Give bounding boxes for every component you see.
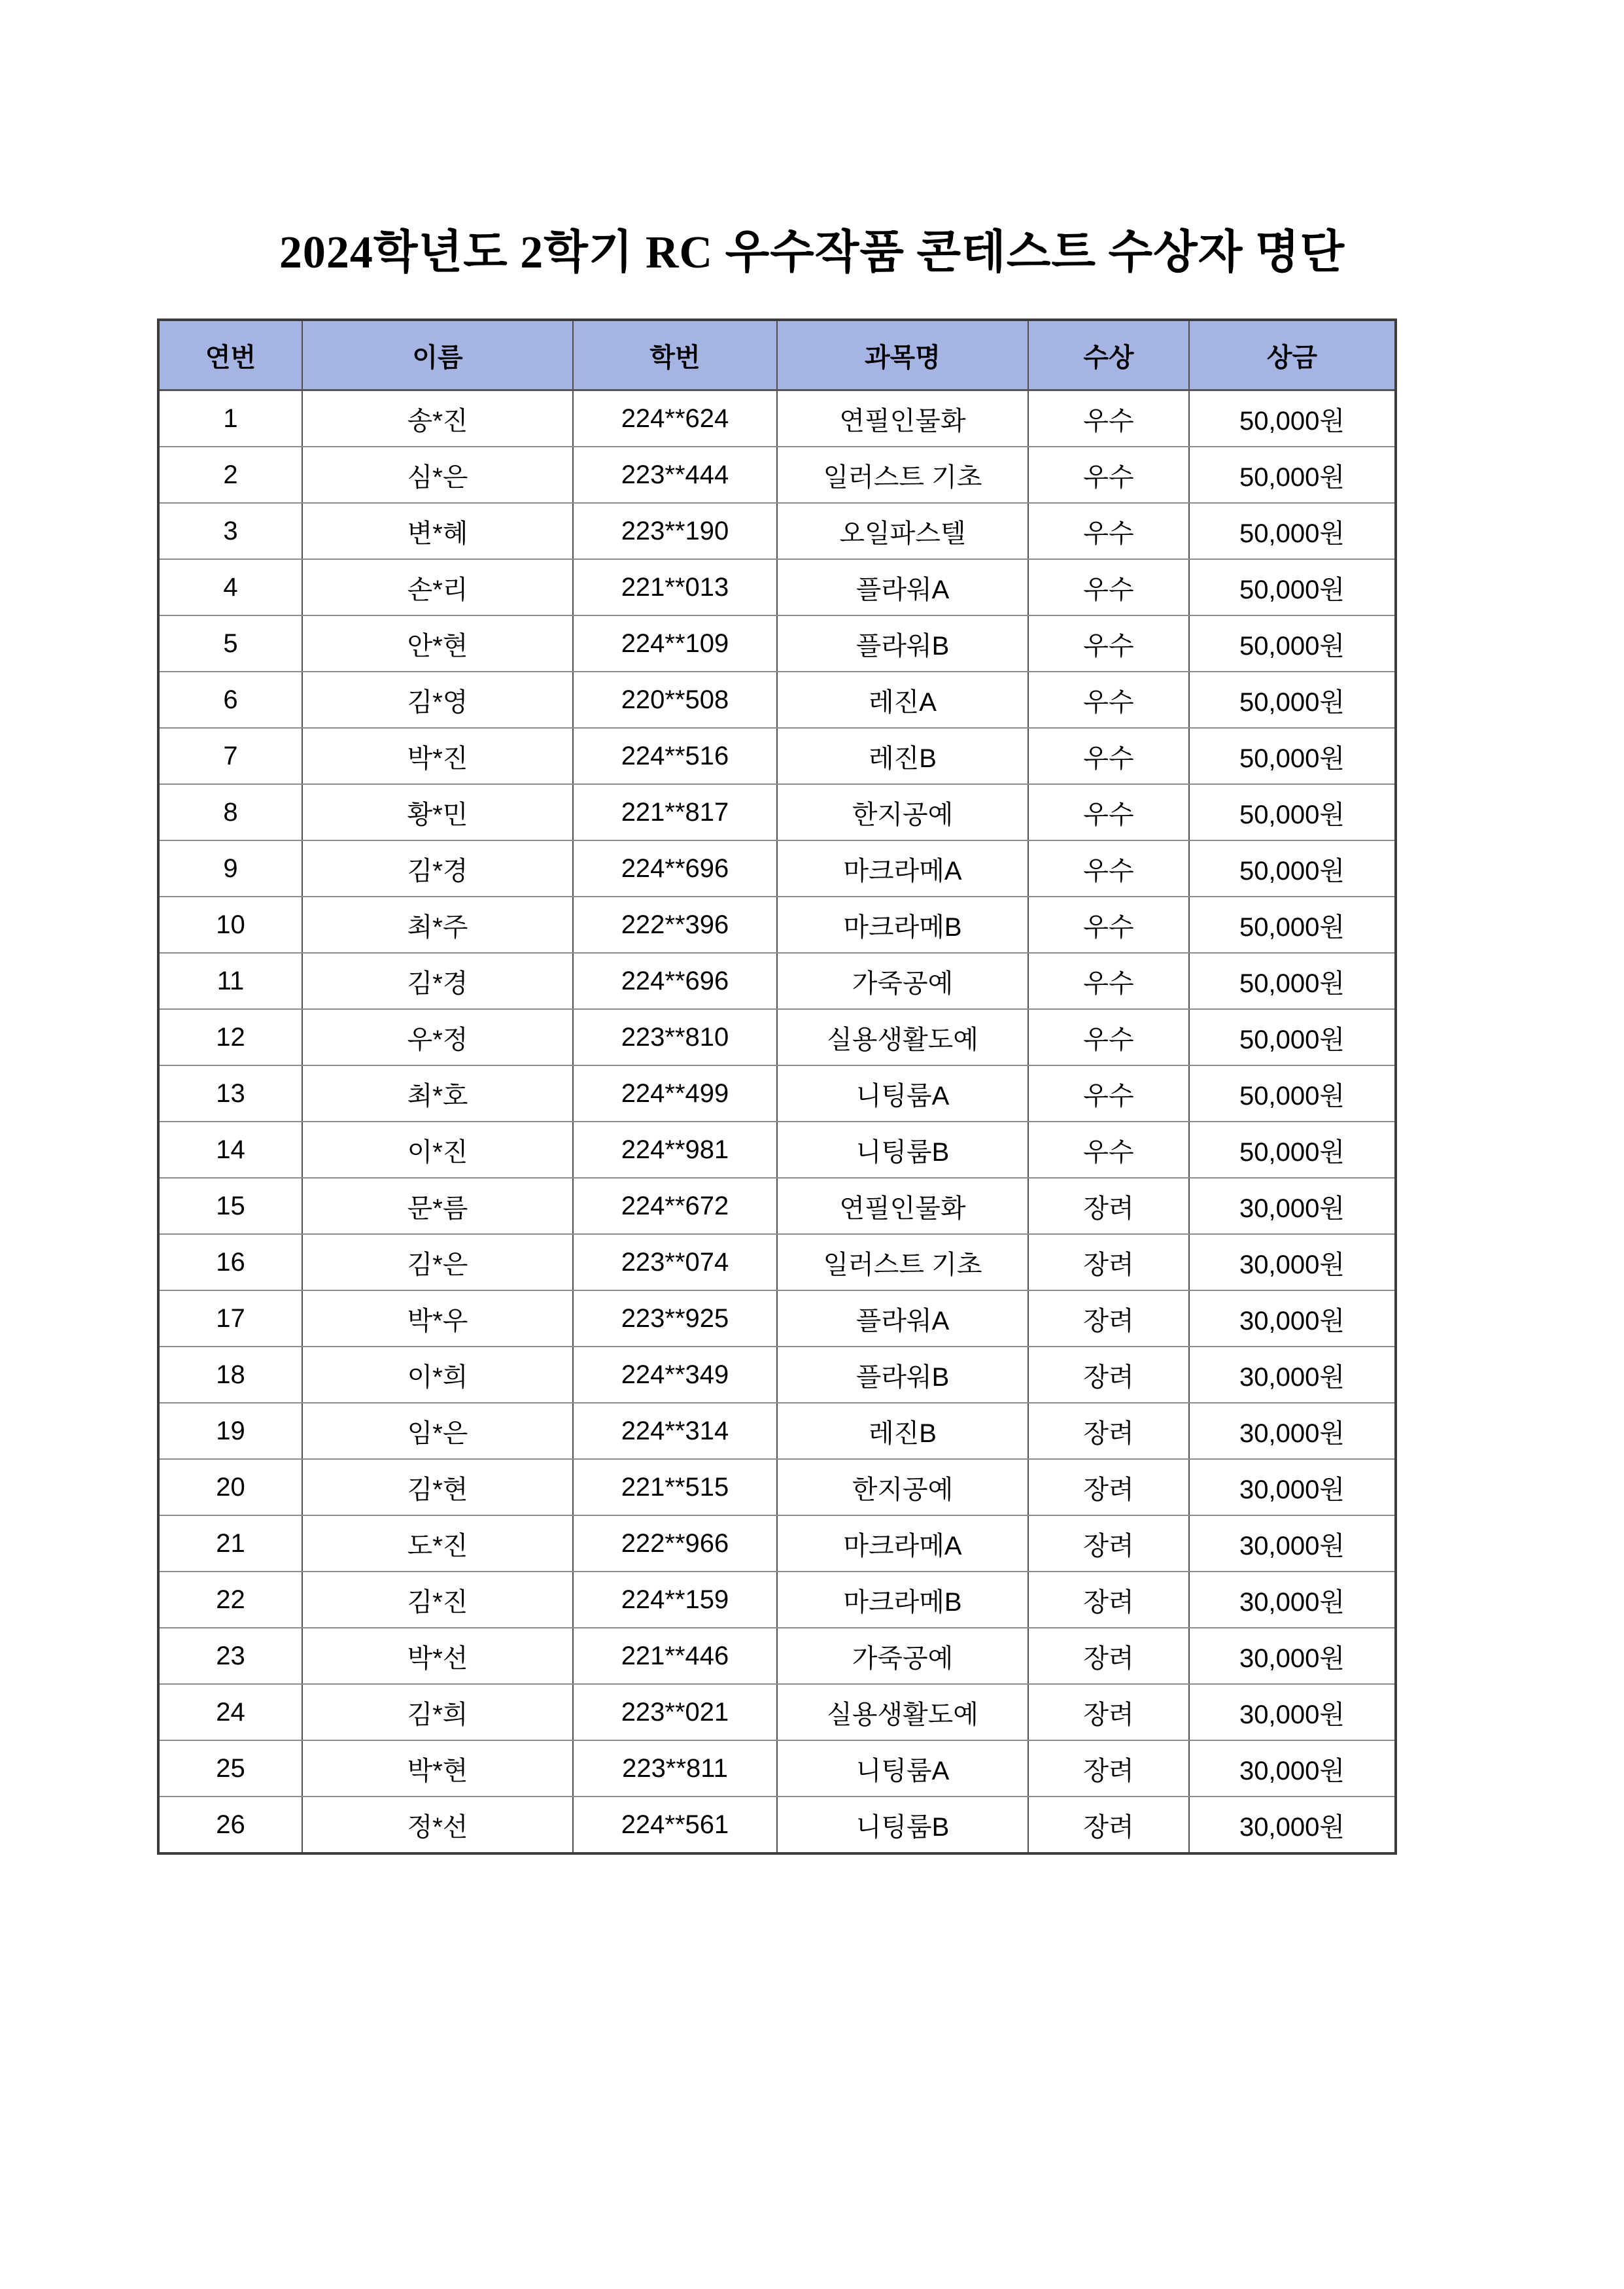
cell-name: 황*민	[302, 784, 573, 840]
cell-prize: 50,000원	[1189, 447, 1396, 503]
cell-prize: 30,000원	[1189, 1290, 1396, 1347]
cell-name: 도*진	[302, 1515, 573, 1572]
column-header-name: 이름	[302, 320, 573, 390]
cell-award: 장려	[1028, 1740, 1189, 1797]
table-row	[158, 1065, 1396, 1122]
table-row	[158, 1122, 1396, 1178]
cell-no: 7	[158, 728, 302, 784]
table-row	[158, 728, 1396, 784]
cell-award: 우수	[1028, 447, 1189, 503]
cell-no: 14	[158, 1122, 302, 1178]
table-row	[158, 390, 1396, 447]
cell-award: 장려	[1028, 1459, 1189, 1515]
cell-student_id: 224**516	[573, 728, 777, 784]
cell-award: 우수	[1028, 615, 1189, 672]
cell-course: 플라워B	[777, 1347, 1028, 1403]
cell-course: 니팅룸A	[777, 1740, 1028, 1797]
cell-no: 22	[158, 1572, 302, 1628]
cell-student_id: 220**508	[573, 672, 777, 728]
cell-course: 실용생활도예	[777, 1009, 1028, 1065]
cell-name: 이*희	[302, 1347, 573, 1403]
cell-no: 9	[158, 840, 302, 897]
cell-award: 우수	[1028, 390, 1189, 447]
cell-award: 장려	[1028, 1515, 1189, 1572]
table-header-row	[158, 320, 1396, 390]
cell-no: 25	[158, 1740, 302, 1797]
cell-no: 10	[158, 897, 302, 953]
cell-course: 가죽공예	[777, 1628, 1028, 1684]
cell-student_id: 224**109	[573, 615, 777, 672]
cell-course: 플라워A	[777, 559, 1028, 615]
cell-course: 니팅룸B	[777, 1797, 1028, 1853]
cell-no: 3	[158, 503, 302, 559]
cell-prize: 50,000원	[1189, 953, 1396, 1009]
cell-student_id: 222**966	[573, 1515, 777, 1572]
table-row	[158, 953, 1396, 1009]
cell-award: 장려	[1028, 1347, 1189, 1403]
cell-course: 한지공예	[777, 784, 1028, 840]
cell-student_id: 221**013	[573, 559, 777, 615]
cell-name: 김*은	[302, 1234, 573, 1290]
cell-student_id: 224**561	[573, 1797, 777, 1853]
table-row	[158, 559, 1396, 615]
cell-name: 변*혜	[302, 503, 573, 559]
cell-student_id: 221**515	[573, 1459, 777, 1515]
column-header-course: 과목명	[777, 320, 1028, 390]
cell-no: 12	[158, 1009, 302, 1065]
cell-student_id: 222**396	[573, 897, 777, 953]
cell-award: 우수	[1028, 784, 1189, 840]
cell-prize: 30,000원	[1189, 1459, 1396, 1515]
cell-prize: 30,000원	[1189, 1797, 1396, 1853]
table-row	[158, 1403, 1396, 1459]
cell-course: 한지공예	[777, 1459, 1028, 1515]
cell-prize: 50,000원	[1189, 672, 1396, 728]
cell-prize: 30,000원	[1189, 1515, 1396, 1572]
cell-course: 마크라메B	[777, 897, 1028, 953]
cell-no: 26	[158, 1797, 302, 1853]
cell-name: 최*주	[302, 897, 573, 953]
cell-award: 장려	[1028, 1572, 1189, 1628]
cell-no: 4	[158, 559, 302, 615]
cell-name: 우*정	[302, 1009, 573, 1065]
cell-course: 레진B	[777, 728, 1028, 784]
cell-name: 김*경	[302, 953, 573, 1009]
cell-no: 16	[158, 1234, 302, 1290]
cell-no: 11	[158, 953, 302, 1009]
cell-course: 레진B	[777, 1403, 1028, 1459]
cell-prize: 50,000원	[1189, 503, 1396, 559]
cell-award: 우수	[1028, 672, 1189, 728]
cell-award: 장려	[1028, 1403, 1189, 1459]
column-header-prize: 상금	[1189, 320, 1396, 390]
cell-student_id: 221**817	[573, 784, 777, 840]
cell-award: 우수	[1028, 953, 1189, 1009]
cell-course: 일러스트 기초	[777, 447, 1028, 503]
cell-prize: 50,000원	[1189, 615, 1396, 672]
table-row	[158, 1009, 1396, 1065]
cell-award: 우수	[1028, 1009, 1189, 1065]
cell-prize: 30,000원	[1189, 1178, 1396, 1234]
cell-prize: 30,000원	[1189, 1234, 1396, 1290]
cell-student_id: 223**925	[573, 1290, 777, 1347]
table-row	[158, 1178, 1396, 1234]
cell-course: 오일파스텔	[777, 503, 1028, 559]
cell-award: 장려	[1028, 1684, 1189, 1740]
cell-prize: 50,000원	[1189, 1122, 1396, 1178]
cell-no: 24	[158, 1684, 302, 1740]
table-row	[158, 672, 1396, 728]
cell-no: 8	[158, 784, 302, 840]
column-header-award: 수상	[1028, 320, 1189, 390]
table-row	[158, 784, 1396, 840]
table-row	[158, 1684, 1396, 1740]
cell-student_id: 224**624	[573, 390, 777, 447]
table-row	[158, 1234, 1396, 1290]
cell-award: 우수	[1028, 559, 1189, 615]
cell-award: 우수	[1028, 1065, 1189, 1122]
cell-course: 니팅룸A	[777, 1065, 1028, 1122]
cell-award: 장려	[1028, 1234, 1189, 1290]
cell-course: 연필인물화	[777, 390, 1028, 447]
cell-name: 송*진	[302, 390, 573, 447]
cell-prize: 50,000원	[1189, 840, 1396, 897]
cell-student_id: 224**696	[573, 840, 777, 897]
cell-award: 우수	[1028, 728, 1189, 784]
cell-prize: 50,000원	[1189, 784, 1396, 840]
cell-prize: 50,000원	[1189, 897, 1396, 953]
cell-name: 임*은	[302, 1403, 573, 1459]
table-row	[158, 897, 1396, 953]
cell-name: 이*진	[302, 1122, 573, 1178]
cell-name: 박*선	[302, 1628, 573, 1684]
cell-no: 2	[158, 447, 302, 503]
cell-no: 13	[158, 1065, 302, 1122]
cell-no: 1	[158, 390, 302, 447]
table-row	[158, 1572, 1396, 1628]
cell-prize: 50,000원	[1189, 559, 1396, 615]
cell-award: 우수	[1028, 840, 1189, 897]
cell-student_id: 224**696	[573, 953, 777, 1009]
cell-award: 우수	[1028, 1122, 1189, 1178]
cell-course: 일러스트 기초	[777, 1234, 1028, 1290]
cell-no: 21	[158, 1515, 302, 1572]
cell-name: 손*리	[302, 559, 573, 615]
cell-award: 장려	[1028, 1628, 1189, 1684]
cell-name: 김*영	[302, 672, 573, 728]
cell-student_id: 223**811	[573, 1740, 777, 1797]
cell-course: 마크라메A	[777, 1515, 1028, 1572]
cell-no: 20	[158, 1459, 302, 1515]
cell-name: 심*은	[302, 447, 573, 503]
cell-no: 23	[158, 1628, 302, 1684]
cell-award: 장려	[1028, 1178, 1189, 1234]
table-row	[158, 1290, 1396, 1347]
cell-student_id: 224**672	[573, 1178, 777, 1234]
cell-award: 장려	[1028, 1290, 1189, 1347]
cell-prize: 30,000원	[1189, 1347, 1396, 1403]
cell-name: 박*우	[302, 1290, 573, 1347]
table-row	[158, 840, 1396, 897]
table-row	[158, 1459, 1396, 1515]
table-row	[158, 615, 1396, 672]
cell-student_id: 223**190	[573, 503, 777, 559]
table-header	[158, 320, 1396, 390]
cell-name: 김*진	[302, 1572, 573, 1628]
table-row	[158, 447, 1396, 503]
page-title: 2024학년도 2학기 RC 우수작품 콘테스트 수상자 명단	[279, 228, 1345, 278]
column-header-student_id: 학번	[573, 320, 777, 390]
cell-no: 18	[158, 1347, 302, 1403]
column-header-no: 연번	[158, 320, 302, 390]
cell-name: 안*현	[302, 615, 573, 672]
cell-student_id: 224**159	[573, 1572, 777, 1628]
cell-no: 5	[158, 615, 302, 672]
cell-prize: 50,000원	[1189, 1009, 1396, 1065]
cell-award: 우수	[1028, 503, 1189, 559]
cell-name: 박*현	[302, 1740, 573, 1797]
cell-student_id: 223**074	[573, 1234, 777, 1290]
cell-course: 가죽공예	[777, 953, 1028, 1009]
cell-course: 플라워B	[777, 615, 1028, 672]
cell-award: 장려	[1028, 1797, 1189, 1853]
cell-name: 박*진	[302, 728, 573, 784]
cell-name: 최*호	[302, 1065, 573, 1122]
cell-no: 15	[158, 1178, 302, 1234]
cell-name: 문*름	[302, 1178, 573, 1234]
table-row	[158, 1797, 1396, 1853]
cell-prize: 30,000원	[1189, 1740, 1396, 1797]
cell-name: 김*희	[302, 1684, 573, 1740]
cell-prize: 50,000원	[1189, 390, 1396, 447]
cell-course: 연필인물화	[777, 1178, 1028, 1234]
cell-prize: 50,000원	[1189, 728, 1396, 784]
cell-name: 정*선	[302, 1797, 573, 1853]
table-row	[158, 1347, 1396, 1403]
cell-student_id: 223**810	[573, 1009, 777, 1065]
cell-student_id: 224**314	[573, 1403, 777, 1459]
cell-name: 김*현	[302, 1459, 573, 1515]
cell-student_id: 224**349	[573, 1347, 777, 1403]
table-body	[158, 390, 1396, 1854]
cell-no: 17	[158, 1290, 302, 1347]
cell-name: 김*경	[302, 840, 573, 897]
awards-table	[157, 318, 1397, 1855]
cell-course: 마크라메A	[777, 840, 1028, 897]
cell-no: 6	[158, 672, 302, 728]
cell-student_id: 221**446	[573, 1628, 777, 1684]
table-row	[158, 503, 1396, 559]
cell-course: 마크라메B	[777, 1572, 1028, 1628]
cell-course: 니팅룸B	[777, 1122, 1028, 1178]
cell-prize: 30,000원	[1189, 1684, 1396, 1740]
cell-student_id: 224**499	[573, 1065, 777, 1122]
cell-award: 우수	[1028, 897, 1189, 953]
cell-course: 플라워A	[777, 1290, 1028, 1347]
cell-no: 19	[158, 1403, 302, 1459]
cell-course: 레진A	[777, 672, 1028, 728]
cell-student_id: 223**444	[573, 447, 777, 503]
table-row	[158, 1740, 1396, 1797]
cell-prize: 30,000원	[1189, 1572, 1396, 1628]
table-row	[158, 1628, 1396, 1684]
cell-student_id: 224**981	[573, 1122, 777, 1178]
cell-prize: 30,000원	[1189, 1403, 1396, 1459]
cell-prize: 30,000원	[1189, 1628, 1396, 1684]
cell-course: 실용생활도예	[777, 1684, 1028, 1740]
cell-prize: 50,000원	[1189, 1065, 1396, 1122]
cell-student_id: 223**021	[573, 1684, 777, 1740]
table-row	[158, 1515, 1396, 1572]
